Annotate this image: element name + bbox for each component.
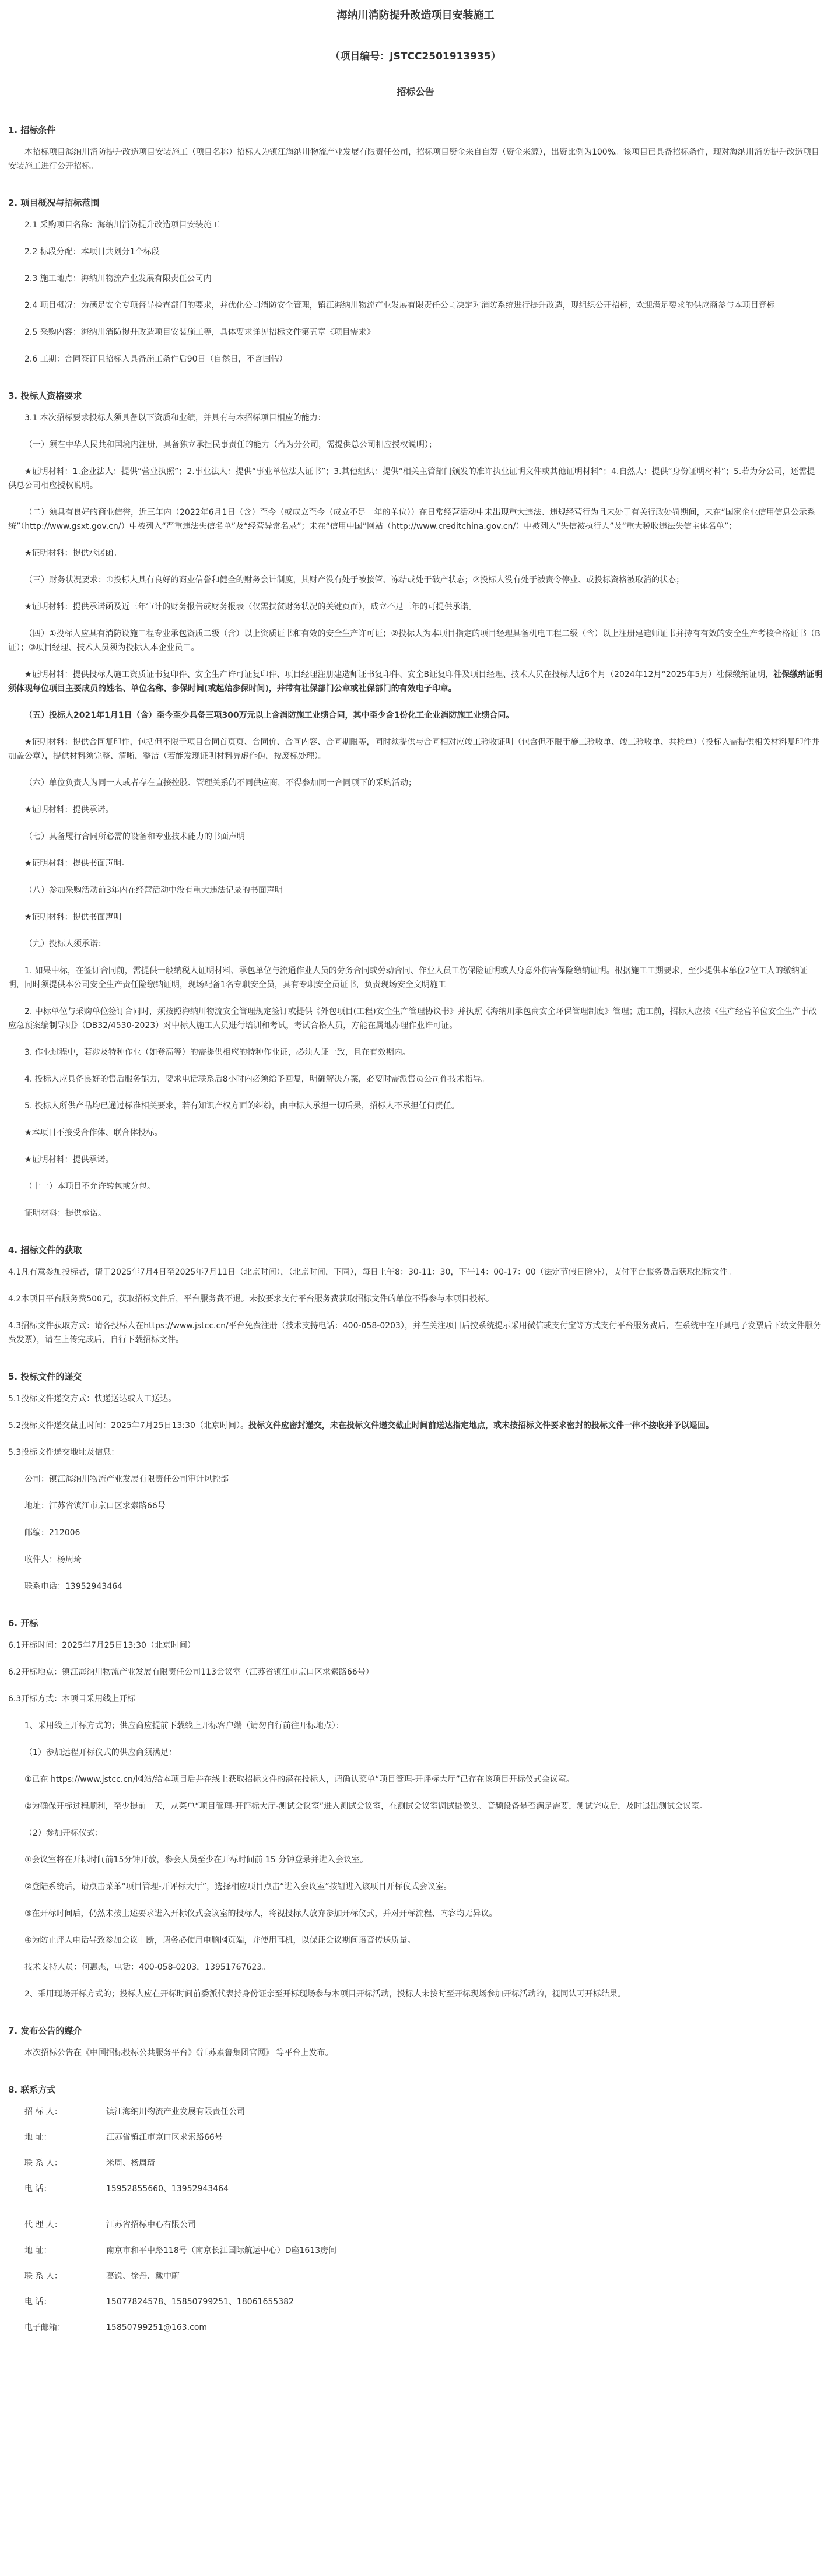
paragraph: 本次招标公告在《中国招标投标公共服务平台》《江苏素鲁集团官网》 等平台上发布。 [24,2048,334,2058]
contact-row [24,2105,823,2119]
evidence: ★证明材料：提供承诺函。 [24,549,122,558]
deadline-text: 5.2投标文件递交截止时间：2025年7月25日13:30（北京时间）。 [8,1421,248,1430]
contact-label: 电 话： [24,2184,52,2194]
contact-row [24,2295,823,2309]
section-heading: 2. 项目概况与招标范围 [8,198,100,208]
document-title: 海纳川消防提升改造项目安装施工 [336,9,495,22]
requirement: （四）①投标人应具有消防设施工程专业承包资质二级（含）以上资质证书和有效的安全生产许可证；②投标人为本项目指定的项目经理具备机电工程二级（含）以上注册建造师证书并持有有效的安全生产考核合格证书（B证）；③项目经理、技术人员须为投标人本企业员工。 [8,629,821,652]
evidence: ★证明材料：提供书面声明。 [24,913,130,922]
requirement: （八）参加采购活动前3年内在经营活动中没有重大违法记录的书面声明 [24,886,283,895]
section-heading: 3. 投标人资格要求 [8,391,82,401]
contact-row [24,2156,823,2170]
commitment: ★本项目不接受合作体、联合体投标。 [24,1128,163,1138]
paragraph: ②登陆系统后，请点击菜单“项目管理-开评标大厅”，选择相应项目点击“进入会议室”按钮进入该项目开标仪式会议室。 [24,1882,452,1891]
contact-value: 15952855660、13952943464 [106,2184,229,2194]
paragraph: 本招标项目海纳川消防提升改造项目安装施工（项目名称）招标人为镇江海纳川物流产业发展有限责任公司，招标项目资金来自自筹（资金来源），出资比例为100%。该项目已具备招标条件，现对海纳川消防提升改造项目安装施工进行公开招标。 [8,148,820,171]
paragraph: （1）参加远程开标仪式的供应商须满足： [24,1748,177,1757]
requirement: （三）财务状况要求：①投标人具有良好的商业信誉和健全的财务会计制度，其财产没有处于被接管、冻结或处于破产状态；②投标人没有处于被责令停业、或投标资格被取消的状态； [24,575,685,585]
evidence-text: ★证明材料：提供投标人施工资质证书复印件、安全生产许可证复印件、项目经理注册建造师证书复印件、安全B证复印件及项目经理、技术人员在投标人近6个月（2024年12月“2025年5月）社保缴纳证明， [24,670,774,679]
requirement: （一）须在中华人民共和国境内注册，具备独立承担民事责任的能力（若为分公司，需提供总公司相应授权说明）； [24,440,437,450]
contact-label: 招 标 人： [24,2107,62,2117]
evidence [8,668,823,696]
paragraph: 技术支持人员：何惠杰，电话：400-058-0203，13951767623。 [24,1963,271,1972]
list-item: 2.3 施工地点：海纳川物流产业发展有限责任公司内 [24,274,212,283]
contact-value: 15077824578、15850799251、18061655382 [106,2297,294,2307]
contact-value: 江苏省招标中心有限公司 [106,2220,196,2230]
address-line: 地址：江苏省镇江市京口区求索路66号 [24,1501,166,1511]
address-line: 邮编：212006 [24,1528,80,1538]
evidence: ★证明材料：1.企业法人：提供“营业执照”；2.事业法人：提供“事业单位法人证书”；3.其他组织：提供“相关主管部门颁发的准许执业证明文件或其他证明材料”；4.自然人：提供“身份证明材料”；5.若为分公司，还需提供总公司相应授权说明。 [8,467,815,490]
evidence: ★证明材料：提供书面声明。 [24,859,130,868]
spacer [8,2208,823,2218]
paragraph: ①会议室将在开标时间前15分钟开放，参会人员至少在开标时间前 15 分钟登录并进入会议室。 [24,1855,369,1865]
commitment: 2. 中标单位与采购单位签订合同时，须按照海纳川物流安全管理规定签订或提供《外包项目(工程)安全生产管理协议书》并执照《海纳川承包商安全环保管理制度》管理；施工前，招标人应按《生产经营单位安全生产事故应急预案编制导则》（DB32/4530-2023）对中标人施工人员进行培训和考试，考试合格人员，方能在属地办理作业许可证。 [8,1007,817,1030]
paragraph: ①已在 https://www.jstcc.cn/网站/给本项目后并在线上获取招标文件的潜在投标人，请确认菜单“项目管理-开评标大厅”已存在该项目开标仪式会议室。 [24,1775,574,1784]
section-heading: 8. 联系方式 [8,2084,56,2095]
commitment: 5. 投标人所供产品均已通过标准相关要求，若有知识产权方面的纠纷，由中标人承担一切后果，招标人不承担任何责任。 [24,1101,460,1111]
contact-label: 地 址： [24,2246,52,2255]
contact-value: 南京市和平中路118号（南京长江国际航运中心）D座1613房间 [106,2246,337,2255]
list-item: 2.5 采购内容：海纳川消防提升改造项目安装施工等，具体要求详见招标文件第五章《项目需求》 [24,328,375,337]
list-item: 2.4 项目概况：为满足安全专项督导检查部门的要求，并优化公司消防安全管理，镇江海纳川物流产业发展有限责任公司决定对消防系统进行提升改造，现组织公开招标，欢迎满足要求的供应商参与本项目竞标 [24,301,775,310]
address-line: 收件人：杨周琦 [24,1555,82,1564]
deadline-emphasis: 投标文件应密封递交，未在投标文件递交截止时间前送达指定地点，或未按招标文件要求密封的投标文件一律不接收并予以退回。 [248,1421,714,1430]
paragraph: 6.1开标时间：2025年7月25日13:30（北京时间） [8,1641,195,1650]
address-line: 联系电话：13952943464 [24,1582,122,1591]
evidence-emphasis: 社保缴纳证明须体现每位项目主要成员的姓名、单位名称、参保时间(或起始参保时间)，并带有社保部门公章或社保部门的有效电子印章。 [8,670,823,693]
contact-label: 地 址： [24,2133,52,2142]
paragraph: （2）参加开标仪式： [24,1829,103,1838]
contact-label: 代 理 人： [24,2220,62,2230]
agent-contact [8,2218,823,2335]
notice-heading: 招标公告 [397,86,434,97]
tenderer-contact [8,2105,823,2196]
contact-label: 电子邮箱： [24,2323,65,2332]
list-item: 2.1 采购项目名称：海纳川消防提升改造项目安装施工 [24,220,220,230]
commitment: 3. 作业过程中，若涉及特种作业（如登高等）的需提供相应的特种作业证，必须人证一致，且在有效期内。 [24,1048,411,1057]
contact-row [24,2321,823,2335]
requirement: （七）具备履行合同所必需的设备和专业技术能力的书面声明 [24,832,245,841]
paragraph: 2、采用现场开标方式的；投标人应在开标时间前委派代表持身份证亲至开标现场参与本项目开标活动，投标人未按时至开标现场参加开标活动的，视同认可开标结果。 [24,1989,626,1999]
contact-row [24,2218,823,2232]
contact-value: 米周、杨周琦 [106,2159,155,2168]
contact-row [24,2182,823,2196]
contact-label: 电 话： [24,2297,52,2307]
requirement: （十一）本项目不允许转包或分包。 [24,1182,155,1191]
contact-value: 15850799251@163.com [106,2323,208,2332]
evidence: ★证明材料：提供承诺。 [24,1155,114,1164]
paragraph: 4.1凡有意参加投标者，请于2025年7月4日至2025年7月11日（北京时间），（北京时间，下同），每日上午8：30-11：30，下午14：00-17：00（法定节假日除外），支付平台服务费后获取招标文件。 [8,1268,736,1277]
requirement: （二）须具有良好的商业信誉，近三年内（2022年6月1日（含）至今（或成立至今（成立不足一年的单位））在日常经营活动中未出现重大违法、违规经营行为且未处于有关行政处罚期间，未在“国家企业信用信息公示系统”（http://www.gsxt.gov.cn/）中被列入“严重违法失信名单”及“经营异常名录”；未在“信用中国”网站（http://www.creditchina.gov.cn/）中被列入“失信被执行人”及“重大税收违法失信主体名单”； [8,508,815,531]
requirement: （六）单位负责人为同一人或者存在直接控股、管理关系的不同供应商，不得参加同一合同项下的采购活动； [24,778,416,788]
section-heading: 6. 开标 [8,1618,38,1629]
section-heading: 4. 招标文件的获取 [8,1245,82,1255]
paragraph: ③在开标时间后，仍然未按上述要求进入开标仪式会议室的投标人，将视投标人放弃参加开标仪式，并对开标流程、内容均无异议。 [24,1909,497,1918]
paragraph [8,1419,823,1433]
requirement: （九）投标人须承诺： [24,939,106,949]
section-heading: 7. 发布公告的媒介 [8,2026,82,2036]
paragraph: 4.3招标文件获取方式：请各投标人在https://www.jstcc.cn/平台免费注册（技术支持电话：400-058-0203），并在关注项目后按系统提示采用微信或支付宝等方式支付平台服务费后，在系统中在开具电子发票后下载文件服务费发票），请在上传完成后，自行下载招标文件。 [8,1321,821,1345]
contact-value: 江苏省镇江市京口区求索路66号 [106,2133,223,2142]
contact-row [24,2269,823,2283]
evidence: 证明材料：提供承诺。 [24,1209,106,1218]
contact-label: 联 系 人： [24,2272,62,2281]
paragraph: 5.1投标文件递交方式：快递送达或人工送达。 [8,1394,177,1403]
paragraph: 6.3开标方式：本项目采用线上开标 [8,1694,136,1704]
contact-value: 葛锐、徐丹、戴中蔚 [106,2272,180,2281]
paragraph: ②为确保开标过程顺利，至少提前一天，从菜单“项目管理-开评标大厅-测试会议室”进入测试会议室，在测试会议室调试摄像头、音频设备是否满足需要，测试完成后，及时退出测试会议室。 [24,1802,708,1811]
paragraph: ④为防止评人电话导致参加会议中断，请务必使用电脑网页端，并使用耳机，以保证会议期间语音传送质量。 [24,1936,416,1945]
requirement: （五）投标人2021年1月1日（含）至今至少具备三项300万元以上含消防施工业绩合同，其中至少含1份化工企业消防施工业绩合同。 [24,711,514,720]
evidence: ★证明材料：提供合同复印件，包括但不限于项目合同首页页、合同价、合同内容、合同期限等，同时须提供与合同相对应竣工验收证明（包含但不限于施工验收单、竣工验收单、共检单）（投标人需提供相关材料复印件并加盖公章），提供材料须完整、清晰，整洁（若能发现证明材料异虚作伪，按废标处理）。 [8,738,820,761]
contact-value: 镇江海纳川物流产业发展有限责任公司 [106,2107,245,2117]
evidence: ★证明材料：提供承诺。 [24,805,114,815]
contact-label: 联 系 人： [24,2159,62,2168]
list-item: 2.6 工期：合同签订且招标人具备施工条件后90日（自然日，不含国假） [24,355,287,364]
section-heading: 5. 投标文件的递交 [8,1371,82,1382]
paragraph: 5.3投标文件递交地址及信息： [8,1448,120,1457]
paragraph: 3.1 本次招标要求投标人须具备以下资质和业绩，并具有与本招标项目相应的能力： [24,413,326,423]
address-line: 公司：镇江海纳川物流产业发展有限责任公司审计风控部 [24,1475,229,1484]
list-item: 2.2 标段分配：本项目共划分1个标段 [24,247,160,257]
paragraph: 4.2本项目平台服务费500元，获取招标文件后，平台服务费不退。未按要求支付平台服务费获取招标文件的单位不得参与本项目投标。 [8,1294,494,1304]
paragraph: 6.2开标地点：镇江海纳川物流产业发展有限责任公司113会议室（江苏省镇江市京口区求索路66号） [8,1668,374,1677]
contact-row [24,2131,823,2145]
evidence: ★证明材料：提供承诺函及近三年审计的财务报告或财务报表（仅需扶贫财务状况的关键页面），成立不足三年的可提供承诺。 [24,602,477,612]
commitment: 4. 投标人应具备良好的售后服务能力，要求电话联系后8小时内必须给予回复，明确解决方案，必要时需派售员公司作技术指导。 [24,1075,489,1084]
contact-row [24,2244,823,2258]
paragraph: 1、采用线上开标方式的；供应商应提前下载线上开标客户端（请勿自行前往开标地点）： [24,1721,344,1731]
section-heading: 1. 招标条件 [8,125,56,135]
project-number: （项目编号：JSTCC2501913935） [330,51,501,62]
document-body [0,124,831,2335]
commitment: 1. 如果中标，在签订合同前，需提供一般纳税人证明材料、承包单位与流通作业人员的劳务合同或劳动合同、作业人员工伤保险证明或人身意外伤害保险缴纳证明。根据施工工期要求，至少提供本单位2位工人的缴纳证明，同时须提供本公司安全生产责任险缴纳证明，现场配备1名专职安全员，具有专职安全员证书，负责现场安全文明施工 [8,966,808,989]
